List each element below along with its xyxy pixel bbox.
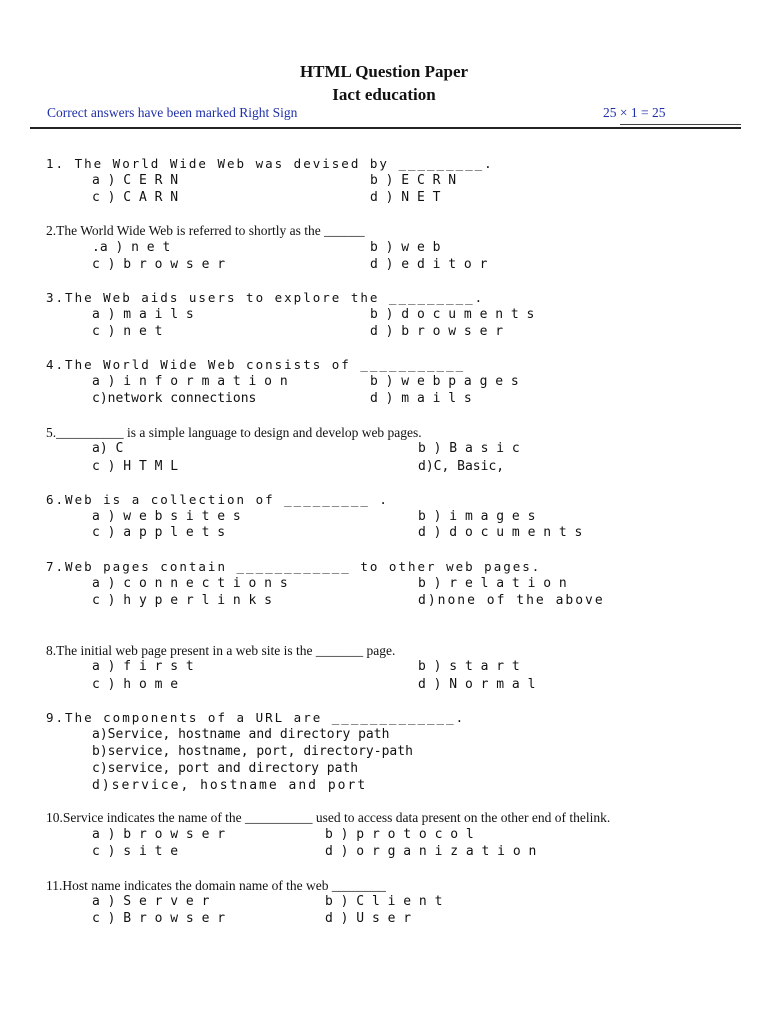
marks-underline: [620, 124, 741, 125]
q2-option-c: c ) b r o w s e r: [92, 257, 226, 272]
q1-option-a: a ) C E R N: [92, 173, 179, 188]
q1-option-d: d ) N E T: [370, 190, 441, 205]
q5-option-c: c ) H T M L: [92, 459, 179, 474]
q11-option-c: c ) B r o w s e r: [92, 911, 226, 926]
q3-option-a: a ) m a i l s: [92, 307, 194, 322]
q7-option-b: b ) r e l a t i o n: [418, 576, 567, 591]
q2-option-a: .a ) n e t: [92, 240, 171, 255]
question-6: 6.Web is a collection of _________ .: [46, 492, 389, 507]
q11-option-d: d ) U s e r: [325, 911, 412, 926]
q3-option-b: b ) d o c u m e n t s: [370, 307, 535, 322]
q6-option-a: a ) w e b s i t e s: [92, 509, 241, 524]
marks-summary: 25 × 1 = 25: [603, 105, 666, 120]
q2-option-b: b ) w e b: [370, 240, 441, 255]
q5-option-d: d)C, Basic,: [418, 459, 505, 474]
answer-note: Correct answers have been marked Right Sign: [47, 105, 298, 120]
q8-option-a: a ) f i r s t: [92, 659, 194, 674]
q6-option-c: c ) a p p l e t s: [92, 525, 226, 540]
q1-option-b: b ) E C R N: [370, 173, 457, 188]
q8-option-c: c ) h o m e: [92, 677, 179, 692]
q6-option-b: b ) i m a g e s: [418, 509, 536, 524]
institution-name: Iact education: [332, 85, 436, 104]
q11-option-b: b ) C l i e n t: [325, 894, 443, 909]
q9-option-b: b)service, hostname, port, directory-path: [92, 744, 413, 759]
question-2: 2.The World Wide Web is referred to shortly as the ______: [46, 223, 365, 238]
q4-option-c: c)network connections: [92, 391, 257, 406]
q9-option-c: c)service, port and directory path: [92, 761, 359, 776]
q6-option-d: d ) d o c u m e n t s: [418, 525, 583, 540]
question-5: 5.__________ is a simple language to design and develop web pages.: [46, 425, 422, 440]
question-10: 10.Service indicates the name of the __________ used to access data present on the other end of thelink.: [46, 810, 611, 825]
q4-option-a: a ) i n f o r m a t i o n: [92, 374, 288, 389]
q7-option-d: d)none of the above: [418, 593, 605, 608]
q4-option-d: d ) m a i l s: [370, 391, 472, 406]
q8-option-b: b ) s t a r t: [418, 659, 520, 674]
q3-option-d: d ) b r o w s e r: [370, 324, 504, 339]
q7-option-a: a ) c o n n e c t i o n s: [92, 576, 288, 591]
header-divider: [30, 127, 741, 129]
q1-option-c: c ) C A R N: [92, 190, 179, 205]
q10-option-b: b ) p r o t o c o l: [325, 827, 474, 842]
q2-option-d: d ) e d i t o r: [370, 257, 488, 272]
q3-option-c: c ) n e t: [92, 324, 163, 339]
q9-option-d: d)service, hostname and port: [92, 778, 368, 793]
q5-option-b: b ) B a s i c: [418, 441, 520, 456]
q10-option-d: d ) o r g a n i z a t i o n: [325, 844, 537, 859]
q10-option-c: c ) s i t e: [92, 844, 179, 859]
q5-option-a: a) C: [92, 441, 124, 456]
q8-option-d: d ) N o r m a l: [418, 677, 536, 692]
question-3: 3.The Web aids users to explore the _________.: [46, 290, 485, 305]
question-8: 8.The initial web page present in a web site is the _______ page.: [46, 643, 396, 658]
paper-title: HTML Question Paper: [299, 62, 469, 81]
question-11: 11.Host name indicates the domain name of the web ________: [46, 878, 386, 893]
question-4: 4.The World Wide Web consists of ___________: [46, 357, 466, 372]
question-9: 9.The components of a URL are _____________.: [46, 710, 466, 725]
q11-option-a: a ) S e r v e r: [92, 894, 210, 909]
question-1: 1. The World Wide Web was devised by _________.: [46, 156, 494, 171]
question-7: 7.Web pages contain ____________ to other web pages.: [46, 559, 542, 574]
q4-option-b: b ) w e b p a g e s: [370, 374, 519, 389]
q9-option-a: a)Service, hostname and directory path: [92, 727, 390, 742]
q7-option-c: c ) h y p e r l i n k s: [92, 593, 273, 608]
q10-option-a: a ) b r o w s e r: [92, 827, 226, 842]
